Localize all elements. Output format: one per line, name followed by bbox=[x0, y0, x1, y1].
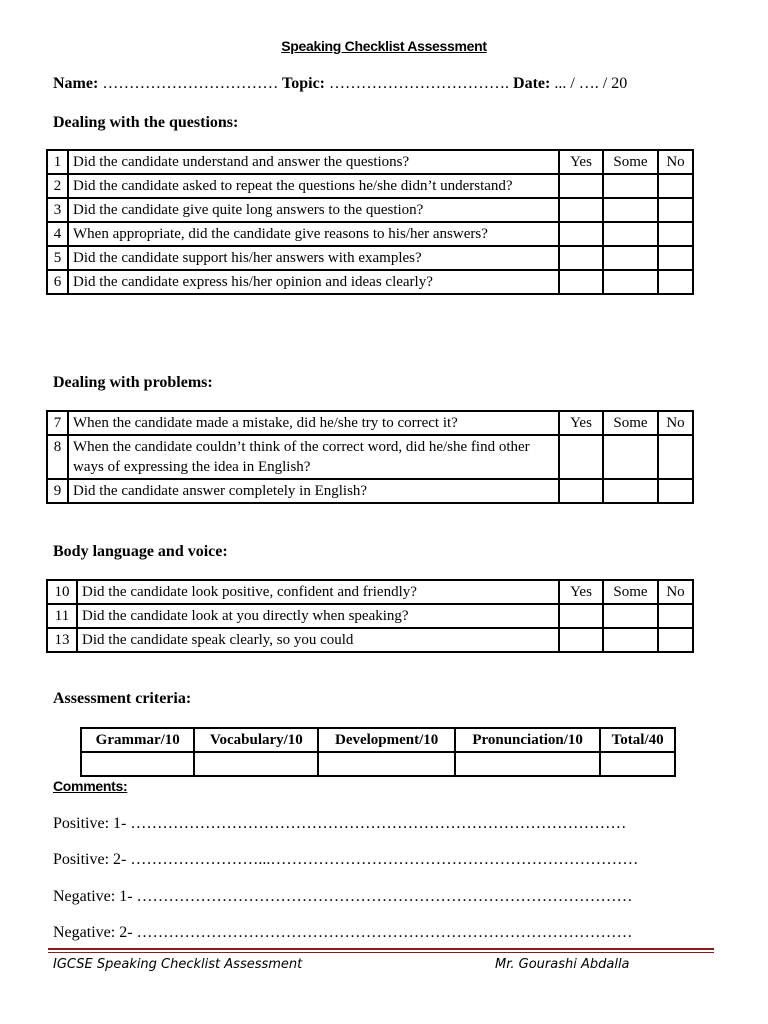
date-field[interactable]: ... / …. / 20 bbox=[554, 75, 628, 92]
answer-yes-cell[interactable] bbox=[559, 246, 603, 270]
answer-some-cell[interactable] bbox=[603, 174, 658, 198]
row-number: 11 bbox=[47, 604, 77, 628]
answer-some-cell[interactable] bbox=[603, 479, 658, 503]
question-text: Did the candidate answer completely in English? bbox=[68, 479, 559, 503]
comment-positive-1[interactable]: Positive: 1- ………………………………………………………………………………… bbox=[53, 815, 627, 832]
header-no: No bbox=[658, 580, 693, 604]
comment-positive-2[interactable]: Positive: 2- ……………………...…………………………………………………………… bbox=[53, 851, 639, 868]
question-text: Did the candidate speak clearly, so you could bbox=[77, 628, 559, 652]
question-text: Did the candidate give quite long answers to the question? bbox=[68, 198, 559, 222]
answer-no-cell[interactable] bbox=[658, 246, 693, 270]
row-number: 7 bbox=[47, 411, 68, 435]
criteria-grammar: Grammar/10 bbox=[81, 728, 194, 752]
answer-no-cell[interactable] bbox=[658, 198, 693, 222]
page-title: Speaking Checklist Assessment bbox=[281, 38, 487, 54]
footer-divider bbox=[48, 948, 714, 953]
section-heading-criteria: Assessment criteria: bbox=[53, 690, 192, 707]
row-number: 10 bbox=[47, 580, 77, 604]
header-no: No bbox=[658, 150, 693, 174]
criteria-total: Total/40 bbox=[600, 728, 675, 752]
table-row bbox=[47, 198, 693, 222]
topic-field[interactable]: ……………………………. bbox=[329, 75, 510, 92]
answer-yes-cell[interactable] bbox=[559, 222, 603, 246]
questions-table bbox=[46, 149, 694, 295]
question-text: Did the candidate look positive, confident and friendly? bbox=[77, 580, 559, 604]
answer-no-cell[interactable] bbox=[658, 270, 693, 294]
header-some: Some bbox=[603, 150, 658, 174]
name-label: Name: bbox=[53, 75, 99, 92]
comments-title: Comments: bbox=[53, 778, 128, 794]
total-score-cell[interactable] bbox=[600, 752, 675, 776]
answer-no-cell[interactable] bbox=[658, 222, 693, 246]
header-some: Some bbox=[603, 411, 658, 435]
section-heading-problems: Dealing with problems: bbox=[53, 374, 213, 391]
answer-yes-cell[interactable] bbox=[559, 435, 603, 479]
row-number: 13 bbox=[47, 628, 77, 652]
answer-yes-cell[interactable] bbox=[559, 174, 603, 198]
name-field[interactable]: …………………………… bbox=[102, 75, 279, 92]
development-score-cell[interactable] bbox=[318, 752, 455, 776]
row-number: 2 bbox=[47, 174, 68, 198]
section-heading-questions: Dealing with the questions: bbox=[53, 114, 239, 131]
footer-right-text: Mr. Gourashi Abdalla bbox=[495, 957, 630, 972]
header-yes: Yes bbox=[559, 580, 603, 604]
problems-table bbox=[46, 410, 694, 504]
answer-yes-cell[interactable] bbox=[559, 479, 603, 503]
vocabulary-score-cell[interactable] bbox=[194, 752, 318, 776]
question-text: Did the candidate support his/her answers with examples? bbox=[68, 246, 559, 270]
pronunciation-score-cell[interactable] bbox=[455, 752, 600, 776]
body-language-table bbox=[46, 579, 694, 653]
answer-no-cell[interactable] bbox=[658, 174, 693, 198]
header-some: Some bbox=[603, 580, 658, 604]
answer-no-cell[interactable] bbox=[658, 628, 693, 652]
question-text: Did the candidate understand and answer the questions? bbox=[68, 150, 559, 174]
criteria-table bbox=[80, 727, 676, 777]
section-heading-body-language: Body language and voice: bbox=[53, 543, 228, 560]
question-text: Did the candidate asked to repeat the questions he/she didn’t understand? bbox=[68, 174, 559, 198]
criteria-score-row bbox=[81, 752, 675, 776]
row-number: 3 bbox=[47, 198, 68, 222]
criteria-pronunciation: Pronunciation/10 bbox=[455, 728, 600, 752]
header-no: No bbox=[658, 411, 693, 435]
topic-label: Topic: bbox=[282, 75, 326, 92]
answer-yes-cell[interactable] bbox=[559, 270, 603, 294]
answer-some-cell[interactable] bbox=[603, 198, 658, 222]
header-yes: Yes bbox=[559, 150, 603, 174]
row-number: 5 bbox=[47, 246, 68, 270]
date-label: Date: bbox=[513, 75, 551, 92]
question-text: Did the candidate look at you directly when speaking? bbox=[77, 604, 559, 628]
info-line bbox=[53, 75, 713, 93]
criteria-vocabulary: Vocabulary/10 bbox=[194, 728, 318, 752]
table-row bbox=[47, 479, 693, 503]
answer-yes-cell[interactable] bbox=[559, 198, 603, 222]
row-number: 4 bbox=[47, 222, 68, 246]
answer-some-cell[interactable] bbox=[603, 222, 658, 246]
comment-negative-2[interactable]: Negative: 2- ………………………………………………………………………………… bbox=[53, 924, 633, 941]
table-row bbox=[47, 246, 693, 270]
question-text: When appropriate, did the candidate give reasons to his/her answers? bbox=[68, 222, 559, 246]
comment-negative-1[interactable]: Negative: 1- ………………………………………………………………………………… bbox=[53, 888, 633, 905]
answer-no-cell[interactable] bbox=[658, 604, 693, 628]
row-number: 8 bbox=[47, 435, 68, 479]
row-number: 9 bbox=[47, 479, 68, 503]
question-text: When the candidate couldn’t think of the correct word, did he/she find other ways of expressing the idea in English? bbox=[68, 435, 559, 479]
table-row bbox=[47, 150, 693, 174]
table-row bbox=[47, 604, 693, 628]
answer-no-cell[interactable] bbox=[658, 435, 693, 479]
answer-some-cell[interactable] bbox=[603, 628, 658, 652]
grammar-score-cell[interactable] bbox=[81, 752, 194, 776]
answer-some-cell[interactable] bbox=[603, 270, 658, 294]
row-number: 6 bbox=[47, 270, 68, 294]
answer-some-cell[interactable] bbox=[603, 435, 658, 479]
table-row bbox=[47, 628, 693, 652]
table-row bbox=[47, 435, 693, 479]
table-row bbox=[47, 411, 693, 435]
row-number: 1 bbox=[47, 150, 68, 174]
answer-some-cell[interactable] bbox=[603, 604, 658, 628]
answer-some-cell[interactable] bbox=[603, 246, 658, 270]
criteria-development: Development/10 bbox=[318, 728, 455, 752]
table-row bbox=[47, 174, 693, 198]
answer-yes-cell[interactable] bbox=[559, 628, 603, 652]
table-row bbox=[47, 270, 693, 294]
question-text: When the candidate made a mistake, did he/she try to correct it? bbox=[68, 411, 559, 435]
table-row bbox=[47, 222, 693, 246]
table-row bbox=[47, 580, 693, 604]
header-yes: Yes bbox=[559, 411, 603, 435]
criteria-header-row bbox=[81, 728, 675, 752]
answer-no-cell[interactable] bbox=[658, 479, 693, 503]
footer-left-text: IGCSE Speaking Checklist Assessment bbox=[53, 957, 303, 972]
answer-yes-cell[interactable] bbox=[559, 604, 603, 628]
question-text: Did the candidate express his/her opinion and ideas clearly? bbox=[68, 270, 559, 294]
